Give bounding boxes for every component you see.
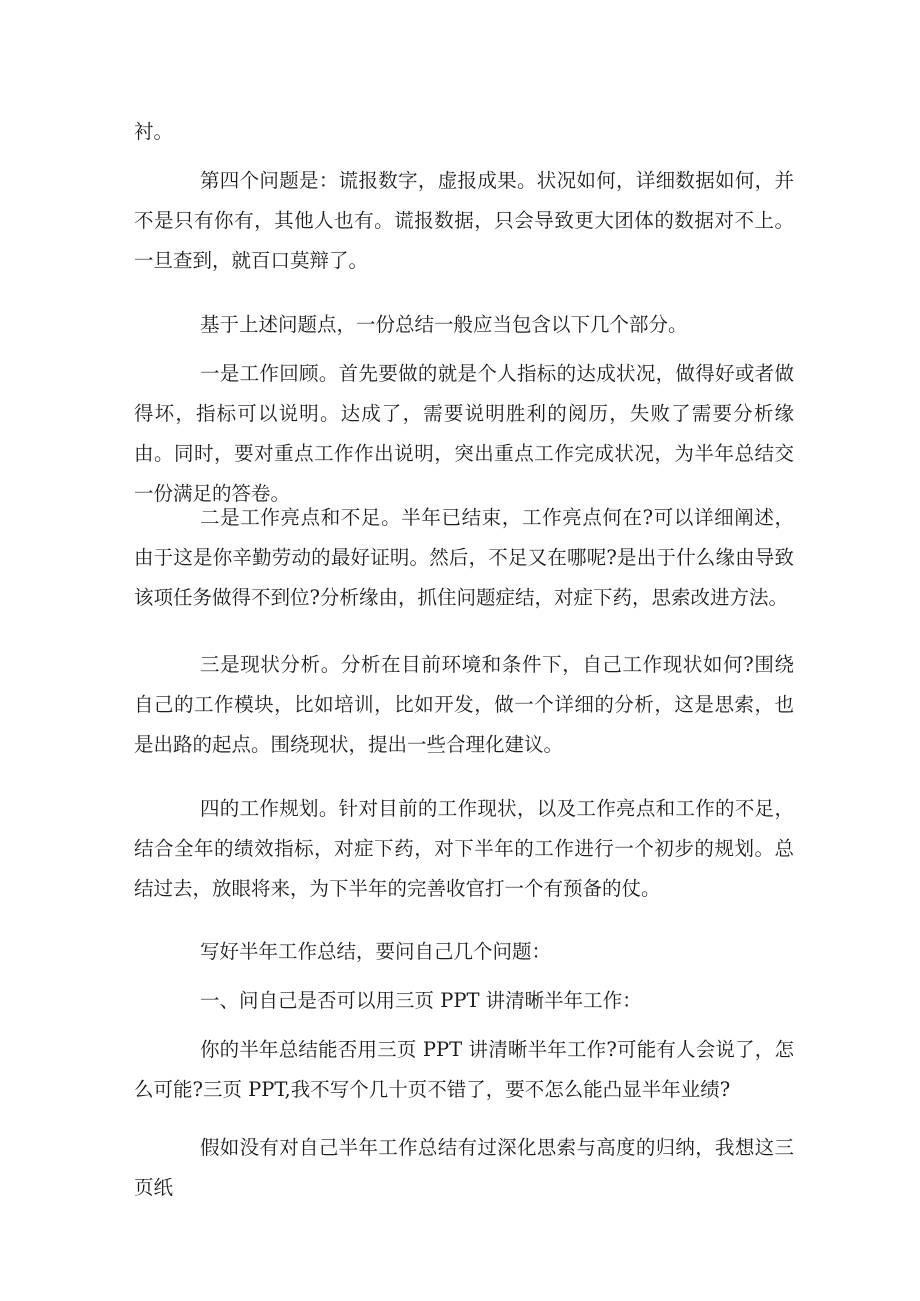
paragraph-three-page-ppt: 你的半年总结能否用三页 PPT 讲清晰半年工作?可能有人会说了，怎么可能?三页 PPT,我不写个几十页不错了，要不怎么能凸显半年业绩? <box>134 1038 794 1101</box>
paragraph-status-analysis: 三是现状分析。分析在目前环境和条件下，自己工作现状如何?围绕自己的工作模块，比如培训，比如开发，做一个详细的分析，这是思索，也是出路的起点。围绕现状，提出一些合理化建议。 <box>134 653 794 756</box>
paragraph-highlights-shortcomings: 二是工作亮点和不足。半年已结束，工作亮点何在?可以详细阐述，由于这是你辛勤劳动的最好证明。然后，不足又在哪呢?是出于什么缘由导致该项任务做得不到位?分析缘由，抓住问题症结，对症下药，思索改进方法。 <box>134 506 794 609</box>
paragraph-deep-thinking: 假如没有对自己半年工作总结有过深化思索与高度的归纳，我想这三页纸 <box>134 1136 794 1199</box>
paragraph-work-review: 一是工作回顾。首先要做的就是个人指标的达成状况，做得好或者做得坏，指标可以说明。达成了，需要说明胜利的阅历，失败了需要分析缘由。同时，要对重点工作作出说明，突出重点工作完成状况，为半年总结交一份满足的答卷。 <box>134 362 794 505</box>
paragraph-continuation: 衬。 <box>134 120 174 143</box>
paragraph-question-one-heading: 一、问自己是否可以用三页 PPT 讲清晰半年工作： <box>200 989 642 1012</box>
paragraph-summary-intro: 基于上述问题点，一份总结一般应当包含以下几个部分。 <box>200 313 688 336</box>
paragraph-questions-intro: 写好半年工作总结，要问自己几个问题： <box>200 940 552 963</box>
paragraph-fourth-problem: 第四个问题是：谎报数字，虚报成果。状况如何，详细数据如何，并不是只有你有，其他人也有。谎报数据，只会导致更大团体的数据对不上。一旦查到，就百口莫辩了。 <box>134 169 794 272</box>
paragraph-work-plan: 四的工作规划。针对目前的工作现状，以及工作亮点和工作的不足，结合全年的绩效指标，对症下药，对下半年的工作进行一个初步的规划。总结过去，放眼将来，为下半年的完善收官打一个有预备的仗。 <box>134 797 794 900</box>
